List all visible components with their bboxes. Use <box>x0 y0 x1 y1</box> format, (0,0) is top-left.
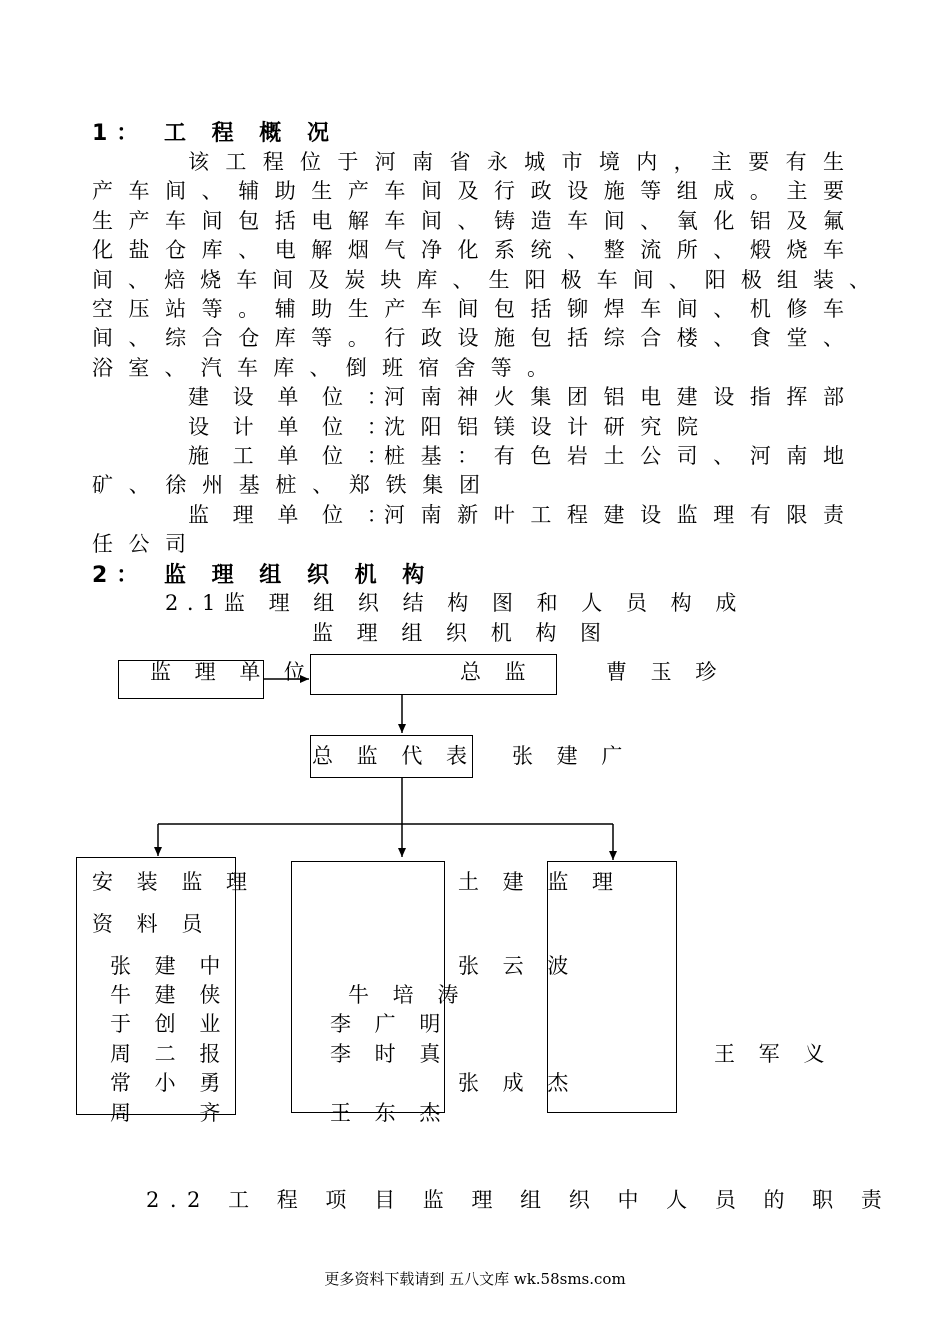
para-line: 间 、 综 合 仓 库 等 。 行 政 设 施 包 括 综 合 楼 、 食 堂 、 <box>92 326 844 350</box>
supervise-unit-value-cont: 任 公 司 <box>92 532 186 556</box>
civil-supervision-title: 土 建 监 理 <box>458 870 622 894</box>
para-line: 生 产 车 间 包 括 电 解 车 间 、 铸 造 车 间 、 氧 化 铝 及 氟 <box>92 209 844 233</box>
install-archivist-role: 资 料 员 <box>92 912 211 936</box>
install-member: 周 二 报 <box>110 1042 229 1066</box>
supervise-unit-label: 监 理 单 位 ： <box>188 503 397 527</box>
design-unit-value: 沈 阳 铝 镁 设 计 研 究 院 <box>384 415 698 439</box>
install-member: 于 创 业 <box>110 1012 229 1036</box>
middle-member: 牛 培 涛 <box>348 983 467 1007</box>
install-supervision-title: 安 装 监 理 <box>92 870 256 894</box>
subsection-2-1: 2.1监 理 组 织 结 构 图 和 人 员 构 成 <box>165 591 745 615</box>
para-line: 化 盐 仓 库 、 电 解 烟 气 净 化 系 统 、 整 流 所 、 煅 烧 车 <box>92 238 844 262</box>
install-member: 周 齐 <box>110 1101 229 1125</box>
build-unit-value-cont: 矿 、 徐 州 基 桩 、 郑 铁 集 团 <box>92 473 480 497</box>
para-line: 间 、 焙 烧 车 间 及 炭 块 库 、 生 阳 极 车 间 、 阳 极 组 装 、 <box>92 268 870 292</box>
construction-unit-value: 河 南 神 火 集 团 铝 电 建 设 指 挥 部 <box>384 385 844 409</box>
install-member: 常 小 勇 <box>110 1071 229 1095</box>
subsection-2-2: 2.2 工 程 项 目 监 理 组 织 中 人 员 的 职 责 <box>146 1188 893 1212</box>
middle-member: 李 时 真 <box>330 1042 449 1066</box>
right-member: 王 军 义 <box>714 1042 833 1066</box>
para-line: 浴 室 、 汽 车 库 、 倒 班 宿 舍 等 。 <box>92 356 548 380</box>
supervision-unit-text: 监 理 单 位 <box>150 660 314 684</box>
deputy-supervisor-text: 总 监 代 表 <box>312 744 476 768</box>
civil-member: 张 成 杰 <box>458 1071 577 1095</box>
chief-supervisor-name: 曹 玉 珍 <box>606 660 725 684</box>
footer-text: 更多资料下载请到 五八文库 wk.58sms.com <box>324 1270 626 1288</box>
civil-member: 张 云 波 <box>458 954 577 978</box>
install-member: 牛 建 侠 <box>110 983 229 1007</box>
para-line: 该 工 程 位 于 河 南 省 永 城 市 境 内 ， 主 要 有 生 <box>188 150 844 174</box>
middle-member: 李 广 明 <box>330 1012 449 1036</box>
supervise-unit-value: 河 南 新 叶 工 程 建 设 监 理 有 限 责 <box>384 503 844 527</box>
section2-heading: 2： 监 理 组 织 机 构 <box>92 563 434 588</box>
build-unit-label: 施 工 单 位 ： <box>188 444 397 468</box>
para-line: 产 车 间 、 辅 助 生 产 车 间 及 行 政 设 施 等 组 成 。 主 要 <box>92 179 844 203</box>
section1-heading: 1： 工 程 概 况 <box>92 121 338 146</box>
middle-member: 王 东 杰 <box>330 1101 449 1125</box>
chart-title: 监 理 组 织 机 构 图 <box>312 621 610 645</box>
install-member: 张 建 中 <box>110 954 229 978</box>
design-unit-label: 设 计 单 位 ： <box>188 415 397 439</box>
para-line: 空 压 站 等 。 辅 助 生 产 车 间 包 括 铆 焊 车 间 、 机 修 车 <box>92 297 844 321</box>
chief-supervisor-text: 总 监 <box>460 660 535 684</box>
deputy-supervisor-name: 张 建 广 <box>512 744 631 768</box>
build-unit-value: 桩 基 ： 有 色 岩 土 公 司 、 河 南 地 <box>384 444 844 468</box>
construction-unit-label: 建 设 单 位 ： <box>188 385 397 409</box>
